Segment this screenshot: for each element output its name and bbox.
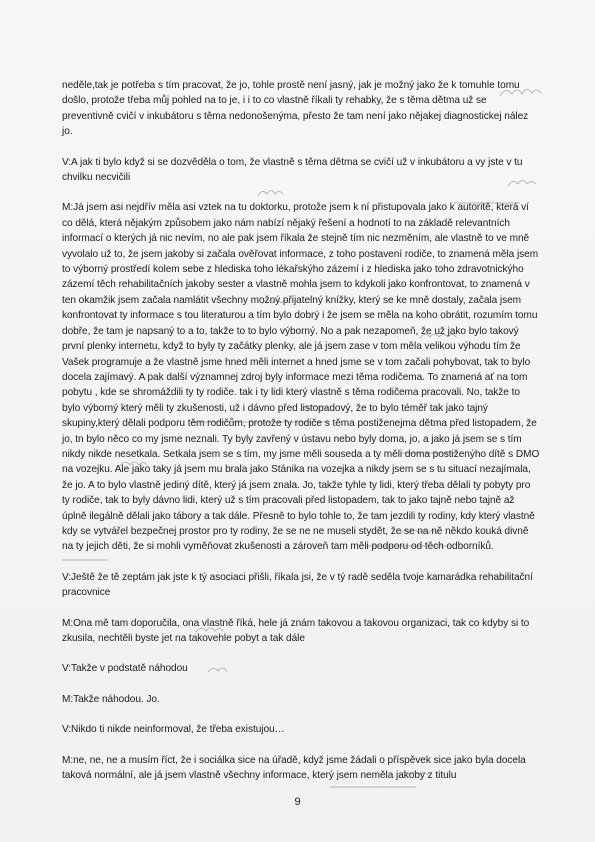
paragraph-continuation: neděle,tak je potřeba s tím pracovat, že jo, tohle prostě není jasný, jak je možný jako že k tomuhle tomu došlo, protože třeba můj pohled na to je, i i to co vlastně říkali ty rehabky, že s těma dětma už se preventivně cvičí v inkubátoru s těma nedonošenýma, přesto že tam není jako nějakej diagnostickej nález jo.: [62, 80, 529, 138]
paragraph-answer: M:ne, ne, ne a musím říct, že i sociálka sice na úřadě, když jsme žádali o příspěvek sice jako byla docela taková normální, ale já jsem vlastně všechny informace, který jsem neměla jakoby z titulu: [62, 754, 526, 782]
paragraph-answer: M:Ona mě tam doporučila, ona vlastně říká, hele já znám takovou a takovou organizaci, tak co kdyby si to zkusila, nechtěli byste jet na takovehle pobyt a tak dále: [62, 617, 530, 644]
paragraph-question: V:A jak ti bylo když si se dozvěděla o tom, že vlastně s těma dětma se cvičí už v inkubátoru a vy jste v tu chvilku necvičili: [62, 156, 523, 184]
paragraph-question: V:Takže v podstatě náhodou: [62, 663, 188, 675]
paragraph-answer: M:Takže náhodou. Jo.: [62, 693, 160, 705]
transcript-body: [62, 78, 540, 783]
paragraph-question: V:Nikdo ti nikde neinformoval, že třeba existujou…: [62, 724, 285, 736]
page-number: 9: [294, 796, 301, 808]
paragraph-question: V:Ještě že tě zeptám jak jste k tý asociaci přišli, říkala jsi, že v tý radě seděla tvoje kamarádka rehabilitační pracovnice: [62, 571, 533, 599]
paragraph-answer: M:Já jsem asi nejdřív měla asi vztek na tu doktorku, protože jsem k ní přistupovala jako k autoritě, která ví co dělá, která nějakým způsobem jako nám nabízí nějaký řešení a hodnotí to na základě relevantních informací o kterých já nic nevím, no ale pak jsem říkala že stejně tím nic nezměním, ale vlastně to ve mně vyvolalo už to, že jsem jakoby si začala ověřovat informace, z toho postavení rodiče, to znamená měla jsem to výborný prostředí kolem sebe z hlediska toho lékařskýho zázemí i z hlediska jako toho zdravotnickýho zázemí těch rehabilitačních jakoby sester a vlastně mohla jsem to kdykoli jako konfrontovat, to znamená v ten okamžik jsem začala namlátit všechny možný přijatelný knížky, který se ke mně dostaly, začala jsem konfrontovat ty informace s tou literaturou a tím bylo dobrý i že jsem se měla na koho obrátit, rozumím tomu dobře, že tam je napsaný to a to, takže to to bylo výborný. No a pak nezapomeň, že už jako bylo takový první plenky internetu, když to byly ty začátky plenky, ale já jsem zase v tom měla velikou výhodu tím že Vašek programuje a že vlastně jsme hned měli internet a hned jsme se v tom začali pohybovat, tak to bylo docela zajímavý. A pak další významnej zdroj byly informace mezi těma rodičema. To znamená ať na tom pobytu , kde se shromáždili ty ty rodiče. tak i ty lidi který vlastně s těma rodičema pracovali. No, takže to bylo výborný který měli ty zkušenosti, už i dávno před listopadový, že to bylo téměř tak jako tajný skupiny,který dělali podporu těm rodičům, protože ty rodiče s těma postiženejma dětma před listopadem, že jo, tn bylo něco co my jsme neznali. Ty byly zavřený v ústavu nebo byly doma, jo, a jako já jsem se s tím nikdy nikde nesetkala. Setkala jsem se s tím, my jsme měli souseda a ty měli doma postiženýho dítě s DMO na vozejku. Ale jako taky já jsem mu brala jako Stánika na vozejka a nikdy jsem se s tu situací nezajímala, že jo. A to bylo vlastně jediný dítě, který já jsem znala. Jo, takže tyhle ty lidi, který třeba dělali ty pobyty pro ty rodiče, tak to byly dávno lidi, který už s tím pracovali před listopadem, tak to jako tajně nebo tajně až úplně ilegálně dělali jako tábory a tak dále. Přesně to bylo tohle to, že tam jezdili ty rodiny, kdy který vlastně kdy se vytvářel bezpečnej prostor pro ty rodiny, že se ne ne museli stydět, že se na ně někdo kouká divně na ty jejich děti, že si mohli vyměňovat zkušenosti a zároveň tam měli podporu od těch odborníků.: [62, 202, 540, 553]
